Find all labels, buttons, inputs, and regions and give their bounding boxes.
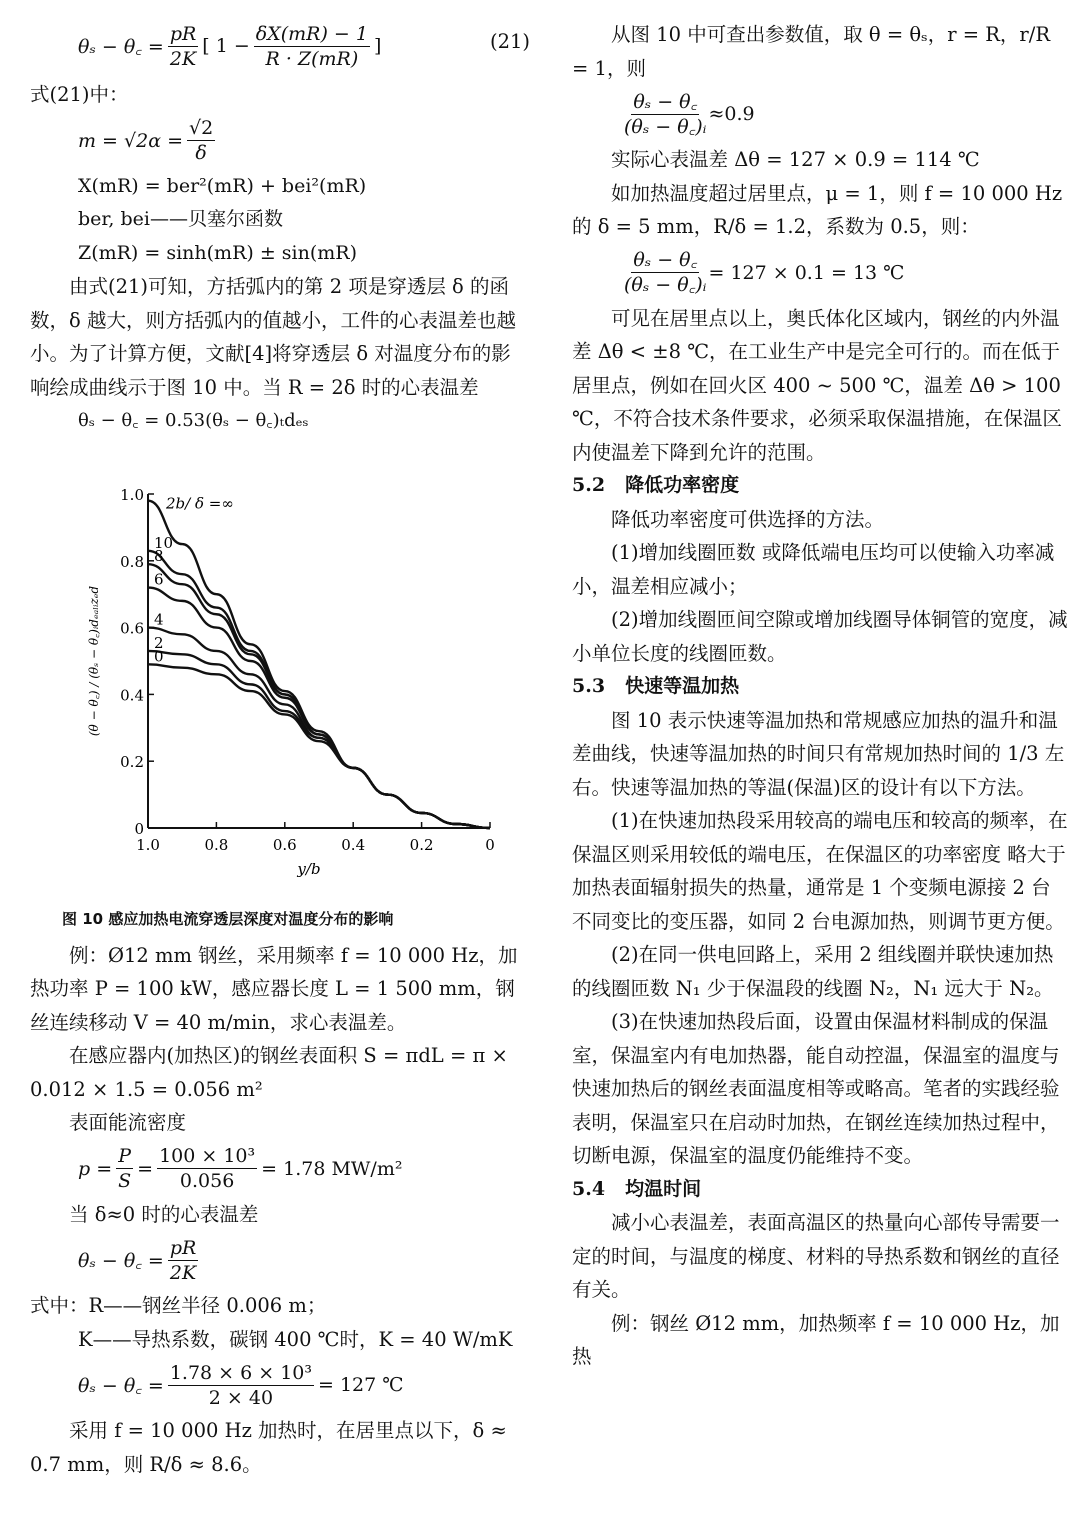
figure-10-chart <box>60 478 520 896</box>
right-p1: 从图 10 中可查出参数值，取 θ = θₛ，r = R，r/R = 1，则 <box>572 23 1051 80</box>
s52-item-2: (2)增加线圈匝间空隙或增加线圈导体铜管的宽度，减小单位长度的线圈匝数。 <box>572 608 1068 665</box>
s52-item-1: (1)增加线圈匝数 或降低端电压均可以使输入功率减小，温差相应减小； <box>572 541 1055 598</box>
y-tick-label: 0.4 <box>120 686 144 705</box>
eq21-bracket-open: [ 1 − <box>202 35 250 57</box>
s54-paragraph: 减小心表温差，表面高温区的热量向心部传导需要一定的时间，与温度的梯度、材料的导热系数和钢丝的直径有关。 <box>572 1211 1060 1301</box>
z-definition: Z(mR) = sinh(mR) ± sin(mR) <box>78 241 358 264</box>
series-label: 8 <box>154 547 164 566</box>
chart-svg <box>60 478 520 896</box>
x-tick-label: 0.8 <box>204 836 229 854</box>
area-text: 在感应器内(加热区)的钢丝表面积 S = πdL = π × 0.012 × 1.5 = 0.056 m² <box>30 1044 508 1101</box>
x-tick-label: 0.4 <box>341 836 366 854</box>
y-axis-label: (θ − θ꜀) / (θₛ − θ꜀)ᵢdₑₐₗᵢzₑd <box>87 585 101 737</box>
series-line <box>148 628 490 828</box>
ratio2-equation: $\frac{\text{θₛ − θ꜀}}{\text{(θₛ − θ꜀)ᵢ}}$ = 127 × 0.1 = 13 ℃ <box>624 249 905 296</box>
s53-item-1: (1)在快速加热段采用较高的端电压和较高的频率，在保温区则采用较低的端电压，在保温区的功率密度 略大于加热表面辐射损失的热量，通常是 1 个变频电源接 2 台不同变比的变压器，如同 2 台电源加热，则调节更方便。 <box>572 809 1068 933</box>
series-line <box>148 564 490 828</box>
example-text: 例：Ø12 mm 钢丝，采用频率 f = 10 000 Hz，加热功率 P = 100 kW，感应器长度 L = 1 500 mm，钢丝连续移动 V = 40 m/min，求心表温差。 <box>30 943 518 1034</box>
last-paragraph: 采用 f = 10 000 Hz 加热时，在居里点以下，δ ≈ 0.7 mm，则 R/δ ≈ 8.6。 <box>30 1419 507 1476</box>
y-tick-label: 0 <box>134 820 144 838</box>
x-tick-label: 0.6 <box>272 836 297 854</box>
section-5-2: 5.2 降低功率密度 <box>572 474 740 496</box>
right-p3: 可见在居里点以上，奥氏体化区域内，钢丝的内外温差 Δθ < ±8 ℃，在工业生产中是完全可行的。而在低于居里点，例如在回火区 400 ~ 500 ℃，温差 Δθ > 100 ℃，不符合技术条件要求，必须采取保温措施，在保温区内使温差下降到允许的范围。 <box>572 306 1062 464</box>
section-5-4: 5.4 均温时间 <box>572 1177 702 1200</box>
delta0-equation: θₛ − θ꜀ = $\frac{pR}{2K}$ <box>78 1236 197 1284</box>
x-tick-label: 0.2 <box>409 836 434 854</box>
y-tick-label: 0.8 <box>120 552 144 571</box>
where-K: K——导热系数，碳钢 400 ℃时，K = 40 W/mK <box>78 1327 513 1351</box>
p-equation: p = $\frac{P}{S}$ = $\frac{\text{100 × 10³}}{0.056}$ = 1.78 MW/m² <box>78 1145 403 1192</box>
x-definition: X(mR) = ber²(mR) + bei²(mR) <box>78 174 367 197</box>
calc-equation: θₛ − θ꜀ = $\frac{\text{1.78 × 6 × 10³}}{2 \times 40}$ = 127 ℃ <box>78 1361 404 1409</box>
s53-paragraph: 图 10 表示快速等温加热和常规感应加热的温升和温差曲线，快速等温加热的时间只有常规加热时间的 1/3 左右。快速等温加热的等温(保温)区的设计有以下方法。 <box>572 708 1065 799</box>
series-line <box>148 588 490 828</box>
delta0-label: 当 δ≈0 时的心表温差 <box>69 1202 259 1226</box>
flux-label: 表面能流密度 <box>69 1111 187 1134</box>
eq21-coef: $\frac{pR}{2K}$ <box>169 22 197 70</box>
series-line <box>148 651 490 828</box>
series-line <box>148 664 490 828</box>
right-p2: 如加热温度超过居里点，μ = 1，则 f = 10 000 Hz 的 δ = 5 mm，R/δ = 1.2，系数为 0.5，则： <box>572 181 1063 238</box>
x-tick-label: 0 <box>485 836 495 854</box>
series-label: 2 <box>154 633 164 652</box>
s53-item-3: (3)在快速加热段后面，设置由保温材料制成的保温室，保温室内有电加热器，能自动控温，保温室的温度与快速加热后的钢丝表面温度相等或略高。笔者的实践经验表明，保温室只在启动时加热，在钢丝连续加热过程中，切断电源，保温室的温度仍能维持不变。 <box>572 1010 1060 1167</box>
s53-item-2: (2)在同一供电回路上，采用 2 组线圈并联快速加热的线圈匝数 N₁ 少于保温段的线圈 N₂，N₁ 远大于 N₂。 <box>572 943 1054 1000</box>
paragraph-1: 由式(21)可知，方括弧内的第 2 项是穿透层 δ 的函数，δ 越大，则方括弧内的值越小，工件的心表温差也越小。为了计算方便，文献[4]将穿透层 δ 对温度分布的影响绘成曲线示于图 10 中。当 R = 2δ 时的心表温差 <box>30 275 516 399</box>
series-label: 6 <box>154 570 164 589</box>
y-tick-label: 1.0 <box>120 486 144 504</box>
left-column <box>30 18 530 438</box>
left-column-lower <box>30 895 530 1481</box>
eq21-inner: $\frac{\delta X(mR) - 1}{R \cdot Z(mR)}$ <box>255 22 368 70</box>
s52-intro: 降低功率密度可供选择的方法。 <box>611 507 885 531</box>
figure-caption: 图 10 感应加热电流穿透层深度对温度分布的影响 <box>62 910 394 928</box>
series-label: 2b/ δ =∞ <box>166 494 234 513</box>
y-tick-label: 0.2 <box>120 753 144 772</box>
right-column <box>572 18 1070 1374</box>
series-label: 0 <box>154 647 164 666</box>
y-tick-label: 0.6 <box>120 619 144 638</box>
series-label: 10 <box>154 533 174 552</box>
ber-definition: ber, bei——贝塞尔函数 <box>78 208 283 230</box>
series-line <box>148 501 490 828</box>
equation-21 <box>30 18 530 78</box>
s54-example: 例：钢丝 Ø12 mm，加热频率 f = 10 000 Hz，加热 <box>572 1311 1060 1368</box>
x-tick-label: 1.0 <box>136 836 160 854</box>
x-axis-label: y/b <box>297 860 321 878</box>
series-line <box>148 551 490 828</box>
series-label: 4 <box>154 610 164 629</box>
ratio-equation: θₛ − θ꜀ = 0.53(θₛ − θ꜀)ₜdₑₛ <box>78 410 309 431</box>
m-definition: m = √2α = $\frac{√2}{\delta}$ <box>78 117 214 164</box>
where-R: 式中：R——钢丝半径 0.006 m； <box>30 1294 327 1317</box>
ratio1-equation: $\frac{\text{θₛ − θ꜀}}{\text{(θₛ − θ꜀)ᵢ}}$ ≈0.9 <box>624 90 755 138</box>
actual-diff: 实际心表温差 Δθ = 127 × 0.9 = 114 ℃ <box>611 148 980 171</box>
eq21-bracket-close: ] <box>373 35 382 57</box>
eq21-lhs: θₛ − θ꜀ = <box>78 36 164 58</box>
section-5-3: 5.3 快速等温加热 <box>572 675 740 697</box>
eq21-number: (21) <box>489 30 530 53</box>
where-label: 式(21)中： <box>30 83 129 106</box>
